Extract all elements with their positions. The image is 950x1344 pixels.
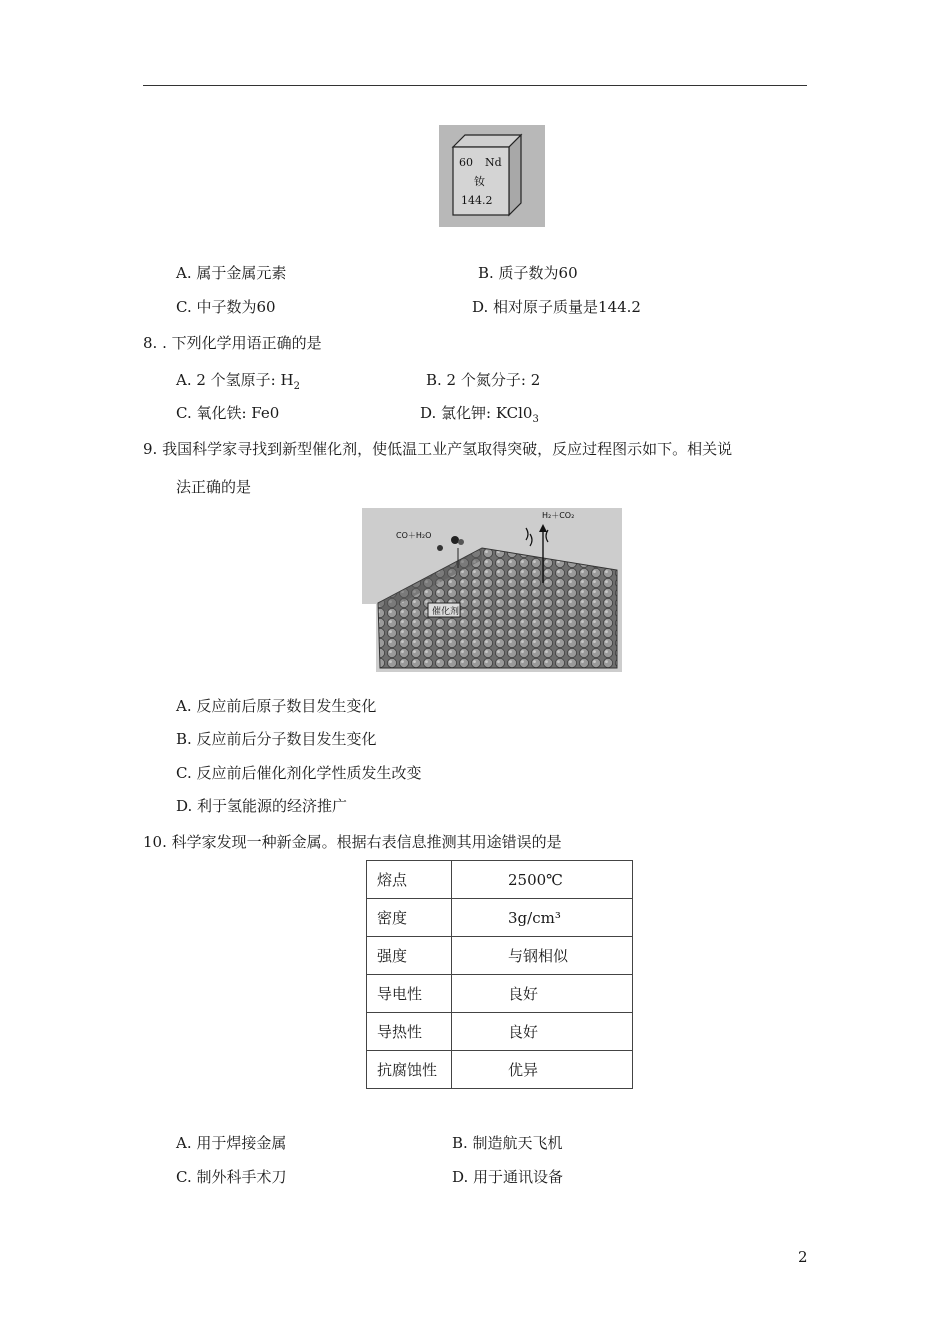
table-row	[367, 975, 633, 1013]
prop-value: 3g/cm³	[452, 899, 633, 937]
element-name: 钕	[474, 175, 485, 188]
prop-value: 2500℃	[452, 861, 633, 899]
prop-value: 良好	[452, 1013, 633, 1051]
reactants-label: CO＋H₂O	[396, 531, 432, 540]
page-number: 2	[798, 1248, 808, 1266]
q8-option-a: A. 2 个氢原子: $H_2$	[176, 371, 300, 392]
q9-option-d: D. 利于氢能源的经济推广	[176, 797, 348, 815]
q8-option-b: B. 2 个氮分子: 2	[426, 371, 541, 389]
prop-name: 抗腐蚀性	[367, 1051, 452, 1089]
q9-option-b: B. 反应前后分子数目发生变化	[176, 730, 377, 748]
header-rule	[143, 85, 807, 86]
prop-name: 密度	[367, 899, 452, 937]
element-card-image	[439, 125, 545, 227]
table-row	[367, 937, 633, 975]
q9-stem-line2: 法正确的是	[176, 478, 252, 496]
q9-option-a: A. 反应前后原子数目发生变化	[176, 697, 377, 715]
prop-value: 良好	[452, 975, 633, 1013]
q7-option-a: A. 属于金属元素	[176, 264, 287, 282]
table-row	[367, 1051, 633, 1089]
q10-option-b: B. 制造航天飞机	[452, 1134, 563, 1152]
q10-stem: 10. 科学家发现一种新金属。根据右表信息推测其用途错误的是	[143, 833, 562, 851]
q10-option-c: C. 制外科手术刀	[176, 1168, 287, 1186]
q8-option-c: C. 氧化铁: Fe0	[176, 404, 280, 422]
prop-value: 与钢相似	[452, 937, 633, 975]
catalyst-reaction-image	[362, 508, 622, 672]
q9-stem-line1: 9. 我国科学家寻找到新型催化剂，使低温工业产氢取得突破，反应过程图示如下。相关说	[143, 440, 733, 458]
table-row	[367, 861, 633, 899]
prop-name: 强度	[367, 937, 452, 975]
element-number: 60	[459, 156, 473, 169]
q10-option-a: A. 用于焊接金属	[176, 1134, 287, 1152]
catalyst-label: 催化剂	[432, 607, 460, 617]
prop-value: 优异	[452, 1051, 633, 1089]
products-label: H₂＋CO₂	[542, 511, 575, 520]
q10-option-d: D. 用于通讯设备	[452, 1168, 564, 1186]
q9-option-c: C. 反应前后催化剂化学性质发生改变	[176, 764, 422, 782]
q8-stem: 8. . 下列化学用语正确的是	[143, 334, 322, 352]
q7-option-b: B. 质子数为60	[478, 264, 578, 282]
table-row	[367, 899, 633, 937]
table-row	[367, 1013, 633, 1051]
metal-properties-table	[366, 860, 633, 1089]
q7-option-c: C. 中子数为60	[176, 298, 276, 316]
prop-name: 导电性	[367, 975, 452, 1013]
q7-option-d: D. 相对原子质量是144.2	[472, 298, 641, 316]
element-mass: 144.2	[461, 194, 493, 207]
prop-name: 导热性	[367, 1013, 452, 1051]
q8-option-d: D. 氯化钾: $KCl0_3$	[420, 404, 539, 425]
prop-name: 熔点	[367, 861, 452, 899]
element-symbol: Nd	[485, 156, 502, 169]
